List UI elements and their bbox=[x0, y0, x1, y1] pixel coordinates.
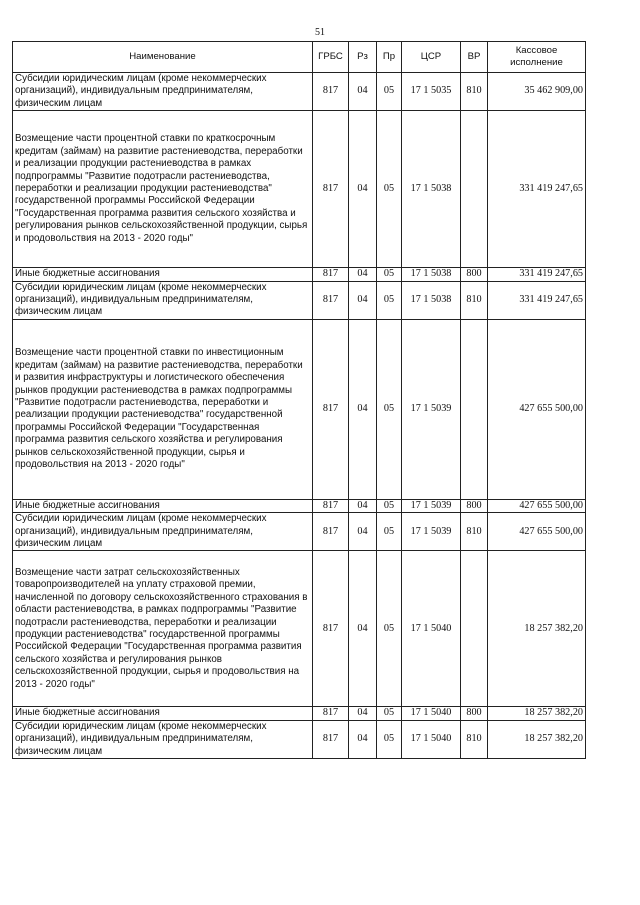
row-name: Возмещение части затрат сельскохозяйственных товаропроизводителей на уплату страховой премии, начисленной по договору сельскохозяйственного страхования в области растениеводства, в рамках подпрограммы "Развитие подотрасли растениеводства, переработки и реализации продукции растениеводства" государственной программы Российской Федерации "Государственная программа развития сельского хозяйства и регулирования рынков сельскохозяйственной продукции, сырья и продовольствия на 2013 - 2020 годы" bbox=[13, 551, 313, 707]
row-amount: 331 419 247,65 bbox=[488, 111, 586, 268]
row-csr: 17 1 5035 bbox=[402, 73, 461, 111]
row-pr: 05 bbox=[377, 513, 402, 551]
row-grbs: 817 bbox=[313, 268, 349, 281]
table-row bbox=[13, 551, 586, 707]
budget-table bbox=[12, 41, 586, 759]
header-csr: ЦСР bbox=[402, 42, 461, 73]
row-csr: 17 1 5038 bbox=[402, 111, 461, 268]
header-pr: Пр bbox=[377, 42, 402, 73]
row-vr: 810 bbox=[461, 73, 488, 111]
row-rz: 04 bbox=[349, 73, 377, 111]
row-pr: 05 bbox=[377, 268, 402, 281]
row-name: Иные бюджетные ассигнования bbox=[13, 707, 313, 720]
row-amount: 331 419 247,65 bbox=[488, 281, 586, 319]
row-amount: 427 655 500,00 bbox=[488, 319, 586, 499]
header-row bbox=[13, 42, 586, 73]
row-csr: 17 1 5038 bbox=[402, 281, 461, 319]
table-row bbox=[13, 707, 586, 720]
row-amount: 35 462 909,00 bbox=[488, 73, 586, 111]
row-rz: 04 bbox=[349, 720, 377, 758]
row-amount: 18 257 382,20 bbox=[488, 551, 586, 707]
row-rz: 04 bbox=[349, 281, 377, 319]
table-row bbox=[13, 720, 586, 758]
row-vr: 800 bbox=[461, 268, 488, 281]
row-amount: 331 419 247,65 bbox=[488, 268, 586, 281]
header-vr: ВР bbox=[461, 42, 488, 73]
row-grbs: 817 bbox=[313, 319, 349, 499]
row-grbs: 817 bbox=[313, 111, 349, 268]
row-grbs: 817 bbox=[313, 281, 349, 319]
row-pr: 05 bbox=[377, 319, 402, 499]
header-grbs: ГРБС bbox=[313, 42, 349, 73]
row-grbs: 817 bbox=[313, 73, 349, 111]
row-pr: 05 bbox=[377, 720, 402, 758]
row-amount: 18 257 382,20 bbox=[488, 720, 586, 758]
table-row bbox=[13, 268, 586, 281]
row-csr: 17 1 5038 bbox=[402, 268, 461, 281]
header-name: Наименование bbox=[13, 42, 313, 73]
row-name: Иные бюджетные ассигнования bbox=[13, 499, 313, 512]
row-pr: 05 bbox=[377, 281, 402, 319]
row-pr: 05 bbox=[377, 111, 402, 268]
row-grbs: 817 bbox=[313, 513, 349, 551]
row-name: Возмещение части процентной ставки по инвестиционным кредитам (займам) на развитие растениеводства, переработки и развития инфраструктуры и логистического обеспечения рынков продукции растениеводства в рамках подпрограммы "Развитие подотрасли растениеводства, переработки и реализации продукции растениеводства" государственной программы Российской Федерации "Государственная программа развития сельского хозяйства и регулирования рынков сельскохозяйственной продукции, сырья и продовольствия на 2013 - 2020 годы" bbox=[13, 319, 313, 499]
row-name: Субсидии юридическим лицам (кроме некоммерческих организаций), индивидуальным предпринимателям, физическим лицам bbox=[13, 73, 313, 111]
row-vr bbox=[461, 551, 488, 707]
row-grbs: 817 bbox=[313, 707, 349, 720]
row-amount: 427 655 500,00 bbox=[488, 513, 586, 551]
row-rz: 04 bbox=[349, 111, 377, 268]
row-rz: 04 bbox=[349, 268, 377, 281]
row-name: Субсидии юридическим лицам (кроме некоммерческих организаций), индивидуальным предпринимателям, физическим лицам bbox=[13, 720, 313, 758]
row-amount: 427 655 500,00 bbox=[488, 499, 586, 512]
row-rz: 04 bbox=[349, 499, 377, 512]
table-row bbox=[13, 73, 586, 111]
table-row bbox=[13, 513, 586, 551]
row-vr: 810 bbox=[461, 513, 488, 551]
row-name: Субсидии юридическим лицам (кроме некоммерческих организаций), индивидуальным предпринимателям, физическим лицам bbox=[13, 281, 313, 319]
row-vr bbox=[461, 111, 488, 268]
header-amount: Кассовое исполнение bbox=[488, 42, 586, 73]
row-csr: 17 1 5040 bbox=[402, 551, 461, 707]
row-csr: 17 1 5039 bbox=[402, 319, 461, 499]
row-vr: 800 bbox=[461, 707, 488, 720]
row-grbs: 817 bbox=[313, 720, 349, 758]
row-pr: 05 bbox=[377, 73, 402, 111]
row-rz: 04 bbox=[349, 707, 377, 720]
row-vr: 800 bbox=[461, 499, 488, 512]
row-rz: 04 bbox=[349, 319, 377, 499]
row-rz: 04 bbox=[349, 551, 377, 707]
row-name: Возмещение части процентной ставки по краткосрочным кредитам (займам) на развитие растениеводства, переработки и реализации продукции растениеводства в рамках подпрограммы "Развитие подотрасли растениеводства, переработки и реализации продукции растениеводства" государственной программы Российской Федерации "Государственная программа развития сельского хозяйства и регулирования рынков сельскохозяйственной продукции, сырья и продовольствия на 2013 - 2020 годы" bbox=[13, 111, 313, 268]
row-csr: 17 1 5039 bbox=[402, 499, 461, 512]
row-name: Субсидии юридическим лицам (кроме некоммерческих организаций), индивидуальным предпринимателям, физическим лицам bbox=[13, 513, 313, 551]
row-csr: 17 1 5040 bbox=[402, 720, 461, 758]
table-row bbox=[13, 111, 586, 268]
row-vr: 810 bbox=[461, 720, 488, 758]
row-vr: 810 bbox=[461, 281, 488, 319]
row-pr: 05 bbox=[377, 707, 402, 720]
row-csr: 17 1 5039 bbox=[402, 513, 461, 551]
row-rz: 04 bbox=[349, 513, 377, 551]
table-row bbox=[13, 281, 586, 319]
row-grbs: 817 bbox=[313, 499, 349, 512]
row-pr: 05 bbox=[377, 551, 402, 707]
page-number: 51 bbox=[315, 27, 325, 38]
table-row bbox=[13, 319, 586, 499]
row-name: Иные бюджетные ассигнования bbox=[13, 268, 313, 281]
table-row bbox=[13, 499, 586, 512]
row-vr bbox=[461, 319, 488, 499]
header-rz: Рз bbox=[349, 42, 377, 73]
row-pr: 05 bbox=[377, 499, 402, 512]
row-csr: 17 1 5040 bbox=[402, 707, 461, 720]
row-grbs: 817 bbox=[313, 551, 349, 707]
row-amount: 18 257 382,20 bbox=[488, 707, 586, 720]
